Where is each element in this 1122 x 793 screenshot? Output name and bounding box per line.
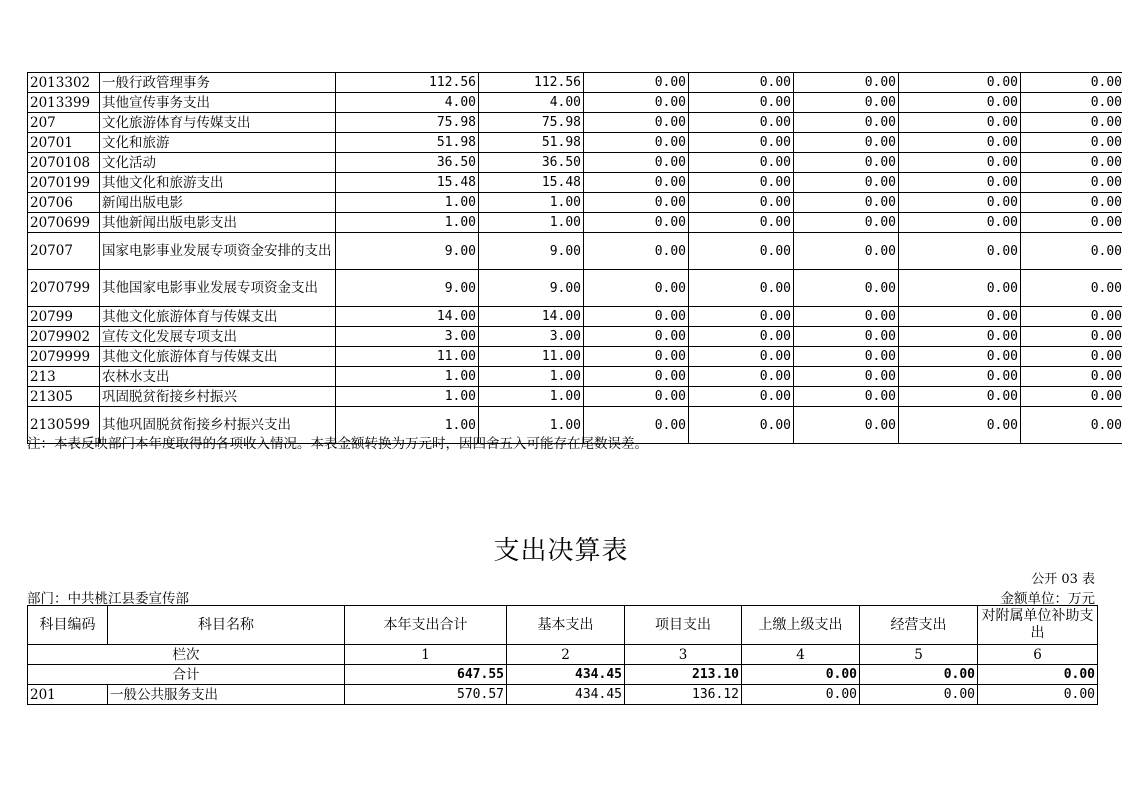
amount-cell: 0.00 (794, 387, 899, 407)
amount-cell: 0.00 (1021, 233, 1122, 270)
amount-cell: 0.00 (1021, 133, 1122, 153)
table-row (28, 73, 1122, 93)
table-note: 注：本表反映部门本年度取得的各项收入情况。本表金额转换为万元时，因四舍五入可能存在尾数误差。 (27, 436, 648, 452)
amount-cell: 1.00 (336, 407, 479, 444)
amount-cell: 0.00 (794, 367, 899, 387)
code-cell: 20706 (28, 193, 100, 213)
name-cell: 文化旅游体育与传媒支出 (100, 113, 336, 133)
amount-cell: 0.00 (1021, 270, 1122, 307)
code-cell: 2070799 (28, 270, 100, 307)
amount-cell: 1.00 (479, 407, 584, 444)
amount-cell: 0.00 (899, 307, 1021, 327)
name-cell: 一般行政管理事务 (100, 73, 336, 93)
table-row (28, 387, 1122, 407)
name-cell: 农林水支出 (100, 367, 336, 387)
unit-label: 金额单位：万元 (1000, 591, 1095, 607)
column-number: 3 (625, 645, 742, 665)
total-value: 0.00 (978, 665, 1098, 685)
amount-cell: 112.56 (479, 73, 584, 93)
code-cell: 201 (28, 685, 108, 705)
name-cell: 其他宣传事务支出 (100, 93, 336, 113)
amount-cell: 1.00 (479, 367, 584, 387)
amount-cell: 0.00 (794, 307, 899, 327)
amount-cell: 0.00 (584, 173, 689, 193)
amount-cell: 0.00 (794, 407, 899, 444)
amount-cell: 0.00 (1021, 387, 1122, 407)
amount-cell: 0.00 (860, 685, 978, 705)
amount-cell: 0.00 (899, 213, 1021, 233)
column-number: 2 (507, 645, 625, 665)
amount-cell: 0.00 (899, 193, 1021, 213)
amount-cell: 9.00 (336, 233, 479, 270)
amount-cell: 9.00 (479, 270, 584, 307)
amount-cell: 0.00 (689, 113, 794, 133)
amount-cell: 0.00 (584, 307, 689, 327)
amount-cell: 36.50 (479, 153, 584, 173)
amount-cell: 1.00 (336, 213, 479, 233)
amount-cell: 0.00 (899, 387, 1021, 407)
table-row (28, 233, 1122, 270)
total-value: 647.55 (345, 665, 507, 685)
amount-cell: 1.00 (479, 193, 584, 213)
amount-cell: 0.00 (689, 307, 794, 327)
table-row (28, 307, 1122, 327)
code-cell: 207 (28, 113, 100, 133)
income-table-body (28, 73, 1122, 444)
code-cell: 20701 (28, 133, 100, 153)
header-cell: 本年支出合计 (345, 606, 507, 645)
amount-cell: 0.00 (689, 233, 794, 270)
amount-cell: 4.00 (479, 93, 584, 113)
amount-cell: 51.98 (336, 133, 479, 153)
amount-cell: 0.00 (689, 153, 794, 173)
amount-cell: 0.00 (794, 347, 899, 367)
amount-cell: 0.00 (899, 270, 1021, 307)
amount-cell: 0.00 (794, 133, 899, 153)
name-cell: 其他文化和旅游支出 (100, 173, 336, 193)
name-cell: 国家电影事业发展专项资金安排的支出 (100, 233, 336, 270)
amount-cell: 0.00 (584, 73, 689, 93)
amount-cell: 0.00 (899, 93, 1021, 113)
amount-cell: 0.00 (899, 327, 1021, 347)
amount-cell: 0.00 (1021, 93, 1122, 113)
amount-cell: 3.00 (336, 327, 479, 347)
amount-cell: 0.00 (689, 173, 794, 193)
amount-cell: 0.00 (689, 407, 794, 444)
name-cell: 其他巩固脱贫衔接乡村振兴支出 (100, 407, 336, 444)
table-row (28, 270, 1122, 307)
amount-cell: 0.00 (689, 213, 794, 233)
amount-cell: 0.00 (1021, 113, 1122, 133)
amount-cell: 0.00 (584, 270, 689, 307)
amount-cell: 0.00 (689, 367, 794, 387)
table-row (28, 173, 1122, 193)
amount-cell: 0.00 (1021, 327, 1122, 347)
amount-cell: 0.00 (689, 73, 794, 93)
amount-cell: 0.00 (899, 173, 1021, 193)
amount-cell: 0.00 (742, 685, 860, 705)
amount-cell: 0.00 (689, 327, 794, 347)
amount-cell: 14.00 (336, 307, 479, 327)
amount-cell: 0.00 (794, 113, 899, 133)
amount-cell: 0.00 (584, 407, 689, 444)
name-cell: 其他文化旅游体育与传媒支出 (100, 307, 336, 327)
total-value: 213.10 (625, 665, 742, 685)
code-cell: 213 (28, 367, 100, 387)
column-number-row (28, 645, 1098, 665)
table-row (28, 367, 1122, 387)
name-cell: 文化和旅游 (100, 133, 336, 153)
amount-cell: 0.00 (689, 387, 794, 407)
table-row (28, 153, 1122, 173)
amount-cell: 0.00 (1021, 193, 1122, 213)
table-row (28, 327, 1122, 347)
amount-cell: 0.00 (689, 93, 794, 113)
amount-cell: 1.00 (479, 387, 584, 407)
name-cell: 新闻出版电影 (100, 193, 336, 213)
name-cell: 巩固脱贫衔接乡村振兴 (100, 387, 336, 407)
amount-cell: 9.00 (479, 233, 584, 270)
code-cell: 2013302 (28, 73, 100, 93)
amount-cell: 75.98 (336, 113, 479, 133)
amount-cell: 0.00 (978, 685, 1098, 705)
name-cell: 宣传文化发展专项支出 (100, 327, 336, 347)
name-cell: 其他文化旅游体育与传媒支出 (100, 347, 336, 367)
amount-cell: 0.00 (584, 133, 689, 153)
amount-cell: 51.98 (479, 133, 584, 153)
amount-cell: 0.00 (1021, 173, 1122, 193)
header-cell: 科目编码 (28, 606, 108, 645)
code-cell: 2079999 (28, 347, 100, 367)
amount-cell: 136.12 (625, 685, 742, 705)
header-cell: 科目名称 (108, 606, 345, 645)
amount-cell: 0.00 (899, 347, 1021, 367)
amount-cell: 0.00 (1021, 347, 1122, 367)
table-row (28, 213, 1122, 233)
amount-cell: 0.00 (899, 407, 1021, 444)
amount-cell: 11.00 (479, 347, 584, 367)
amount-cell: 0.00 (1021, 153, 1122, 173)
header-row (28, 606, 1098, 645)
amount-cell: 15.48 (479, 173, 584, 193)
amount-cell: 0.00 (794, 213, 899, 233)
amount-cell: 14.00 (479, 307, 584, 327)
amount-cell: 0.00 (584, 387, 689, 407)
total-value: 0.00 (742, 665, 860, 685)
amount-cell: 0.00 (1021, 367, 1122, 387)
amount-cell: 0.00 (899, 133, 1021, 153)
amount-cell: 0.00 (794, 153, 899, 173)
table-row (28, 133, 1122, 153)
header-cell: 基本支出 (507, 606, 625, 645)
name-cell: 一般公共服务支出 (108, 685, 345, 705)
amount-cell: 0.00 (689, 347, 794, 367)
amount-cell: 0.00 (794, 73, 899, 93)
column-label: 栏次 (28, 645, 345, 665)
department-label: 部门：中共桃江县委宣传部 (27, 591, 189, 607)
name-cell: 其他国家电影事业发展专项资金支出 (100, 270, 336, 307)
amount-cell: 9.00 (336, 270, 479, 307)
code-cell: 2070199 (28, 173, 100, 193)
amount-cell: 112.56 (336, 73, 479, 93)
expense-table (27, 605, 1098, 705)
amount-cell: 0.00 (794, 193, 899, 213)
amount-cell: 0.00 (584, 153, 689, 173)
amount-cell: 11.00 (336, 347, 479, 367)
amount-cell: 0.00 (689, 270, 794, 307)
amount-cell: 0.00 (899, 73, 1021, 93)
amount-cell: 0.00 (584, 113, 689, 133)
amount-cell: 0.00 (584, 347, 689, 367)
amount-cell: 0.00 (584, 233, 689, 270)
code-cell: 2070699 (28, 213, 100, 233)
amount-cell: 36.50 (336, 153, 479, 173)
header-cell: 上缴上级支出 (742, 606, 860, 645)
page-title: 支出决算表 (493, 536, 629, 566)
amount-cell: 0.00 (899, 367, 1021, 387)
code-cell: 2079902 (28, 327, 100, 347)
amount-cell: 434.45 (507, 685, 625, 705)
code-cell: 2130599 (28, 407, 100, 444)
column-number: 6 (978, 645, 1098, 665)
code-cell: 21305 (28, 387, 100, 407)
table-row (28, 347, 1122, 367)
income-table (27, 72, 1122, 444)
amount-cell: 0.00 (689, 133, 794, 153)
header-cell: 经营支出 (860, 606, 978, 645)
name-cell: 其他新闻出版电影支出 (100, 213, 336, 233)
amount-cell: 570.57 (345, 685, 507, 705)
total-value: 0.00 (860, 665, 978, 685)
column-number: 1 (345, 645, 507, 665)
code-cell: 2070108 (28, 153, 100, 173)
amount-cell: 15.48 (336, 173, 479, 193)
amount-cell: 0.00 (584, 193, 689, 213)
amount-cell: 0.00 (794, 233, 899, 270)
amount-cell: 0.00 (899, 113, 1021, 133)
amount-cell: 0.00 (1021, 407, 1122, 444)
amount-cell: 1.00 (479, 213, 584, 233)
table-row (28, 193, 1122, 213)
code-cell: 20707 (28, 233, 100, 270)
amount-cell: 0.00 (1021, 213, 1122, 233)
amount-cell: 0.00 (584, 213, 689, 233)
amount-cell: 1.00 (336, 193, 479, 213)
amount-cell: 1.00 (336, 367, 479, 387)
amount-cell: 0.00 (584, 93, 689, 113)
form-code: 公开 03 表 (1031, 572, 1095, 587)
table-row (28, 113, 1122, 133)
amount-cell: 0.00 (794, 327, 899, 347)
amount-cell: 0.00 (584, 327, 689, 347)
amount-cell: 0.00 (1021, 307, 1122, 327)
code-cell: 20799 (28, 307, 100, 327)
amount-cell: 4.00 (336, 93, 479, 113)
amount-cell: 0.00 (794, 173, 899, 193)
header-cell: 项目支出 (625, 606, 742, 645)
code-cell: 2013399 (28, 93, 100, 113)
header-cell: 对附属单位补助支出 (978, 606, 1098, 645)
amount-cell: 75.98 (479, 113, 584, 133)
table-row (28, 685, 1098, 705)
amount-cell: 0.00 (689, 193, 794, 213)
table-row (28, 93, 1122, 113)
expense-table-body (28, 606, 1098, 705)
amount-cell: 0.00 (794, 270, 899, 307)
total-row (28, 665, 1098, 685)
amount-cell: 0.00 (794, 93, 899, 113)
column-number: 5 (860, 645, 978, 665)
amount-cell: 0.00 (899, 153, 1021, 173)
amount-cell: 0.00 (1021, 73, 1122, 93)
name-cell: 文化活动 (100, 153, 336, 173)
amount-cell: 3.00 (479, 327, 584, 347)
column-number: 4 (742, 645, 860, 665)
total-label: 合计 (28, 665, 345, 685)
amount-cell: 0.00 (584, 367, 689, 387)
amount-cell: 1.00 (336, 387, 479, 407)
total-value: 434.45 (507, 665, 625, 685)
amount-cell: 0.00 (899, 233, 1021, 270)
